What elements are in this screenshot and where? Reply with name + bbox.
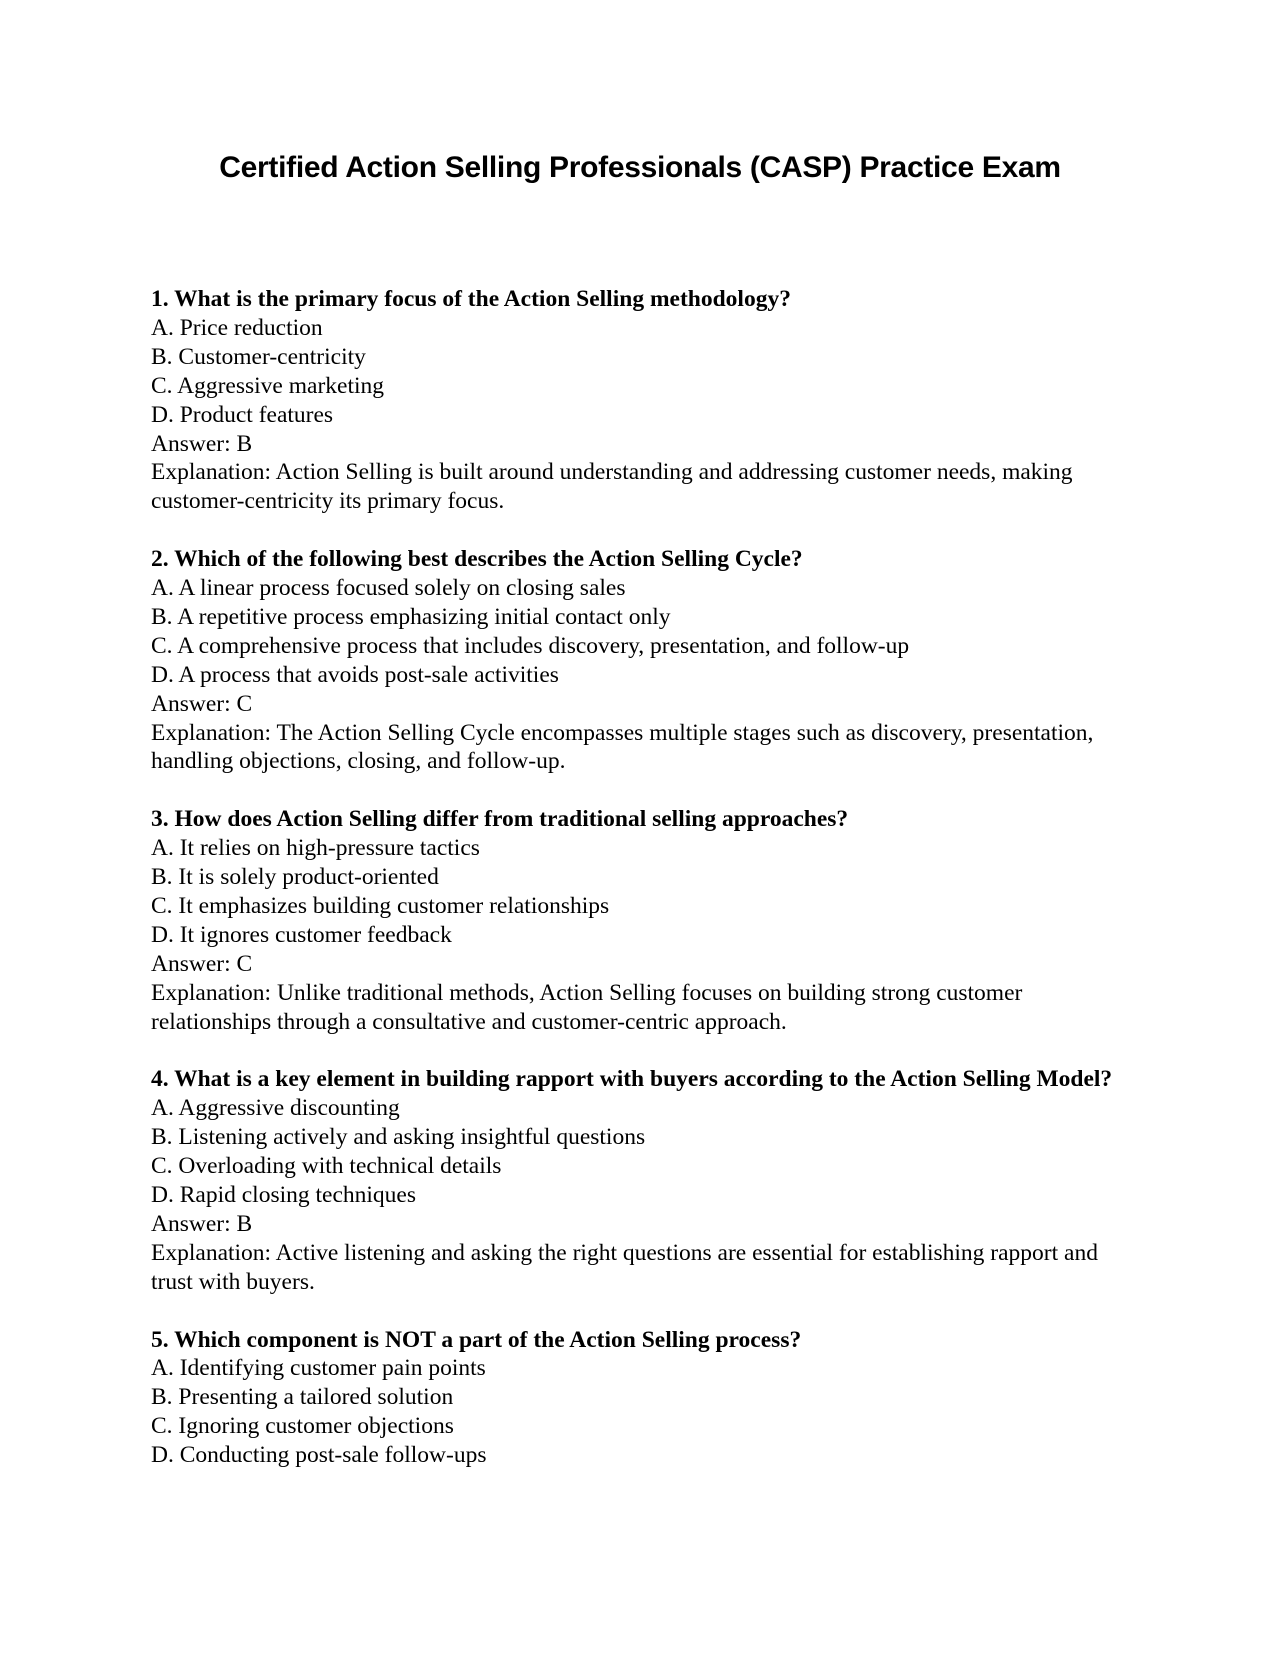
question-text: 5. Which component is NOT a part of the Action Selling process? (151, 1326, 802, 1353)
explanation: Explanation: Active listening and asking the right questions are essential for establishing rapport and trust with buyers. (151, 1239, 1098, 1295)
option-d: D. Rapid closing techniques (151, 1182, 416, 1209)
option-c: C. A comprehensive process that includes discovery, presentation, and follow-up (151, 632, 910, 659)
option-b: B. Customer-centricity (151, 343, 366, 370)
answer: Answer: B (151, 1210, 253, 1237)
question-list (151, 285, 1136, 1499)
explanation: Explanation: The Action Selling Cycle encompasses multiple stages such as discovery, presentation, handling objections, closing, and follow-up. (151, 719, 1094, 775)
question-text: 4. What is a key element in building rapport with buyers according to the Action Selling Model? (151, 1066, 1113, 1093)
option-b: B. It is solely product-oriented (151, 864, 439, 891)
option-c: C. Aggressive marketing (151, 372, 385, 399)
option-c: C. Ignoring customer objections (151, 1413, 454, 1440)
option-c: C. Overloading with technical details (151, 1153, 502, 1180)
option-c: C. It emphasizes building customer relationships (151, 893, 610, 919)
answer: Answer: B (151, 430, 253, 457)
question-text: 2. Which of the following best describes the Action Selling Cycle? (151, 546, 803, 573)
question-block-3 (151, 805, 1136, 1036)
option-a: A. It relies on high-pressure tactics (151, 835, 480, 862)
question-block-5 (151, 1326, 1136, 1471)
option-d: D. Conducting post-sale follow-ups (151, 1442, 487, 1469)
question-text: 1. What is the primary focus of the Action Selling methodology? (151, 286, 791, 312)
page-title: Certified Action Selling Professionals (CASP) Practice Exam (219, 151, 1061, 184)
option-a: A. A linear process focused solely on closing sales (151, 575, 626, 602)
answer: Answer: C (151, 950, 253, 977)
answer: Answer: C (151, 690, 253, 717)
explanation: Explanation: Action Selling is built around understanding and addressing customer needs, making customer-centricity its primary focus. (151, 459, 1073, 515)
option-d: D. Product features (151, 401, 334, 428)
option-a: A. Aggressive discounting (151, 1095, 400, 1122)
option-a: A. Identifying customer pain points (151, 1355, 486, 1382)
question-block-4 (151, 1065, 1136, 1296)
option-a: A. Price reduction (151, 314, 323, 341)
option-b: B. A repetitive process emphasizing initial contact only (151, 603, 671, 630)
question-block-1 (151, 285, 1136, 516)
option-d: D. It ignores customer feedback (151, 921, 452, 948)
question-block-2 (151, 545, 1136, 776)
question-text: 3. How does Action Selling differ from traditional selling approaches? (151, 806, 849, 833)
explanation: Explanation: Unlike traditional methods, Action Selling focuses on building strong customer relationships through a consultative and customer-centric approach. (151, 979, 1023, 1035)
option-d: D. A process that avoids post-sale activities (151, 661, 559, 688)
option-b: B. Presenting a tailored solution (151, 1384, 454, 1411)
option-b: B. Listening actively and asking insightful questions (151, 1124, 646, 1151)
